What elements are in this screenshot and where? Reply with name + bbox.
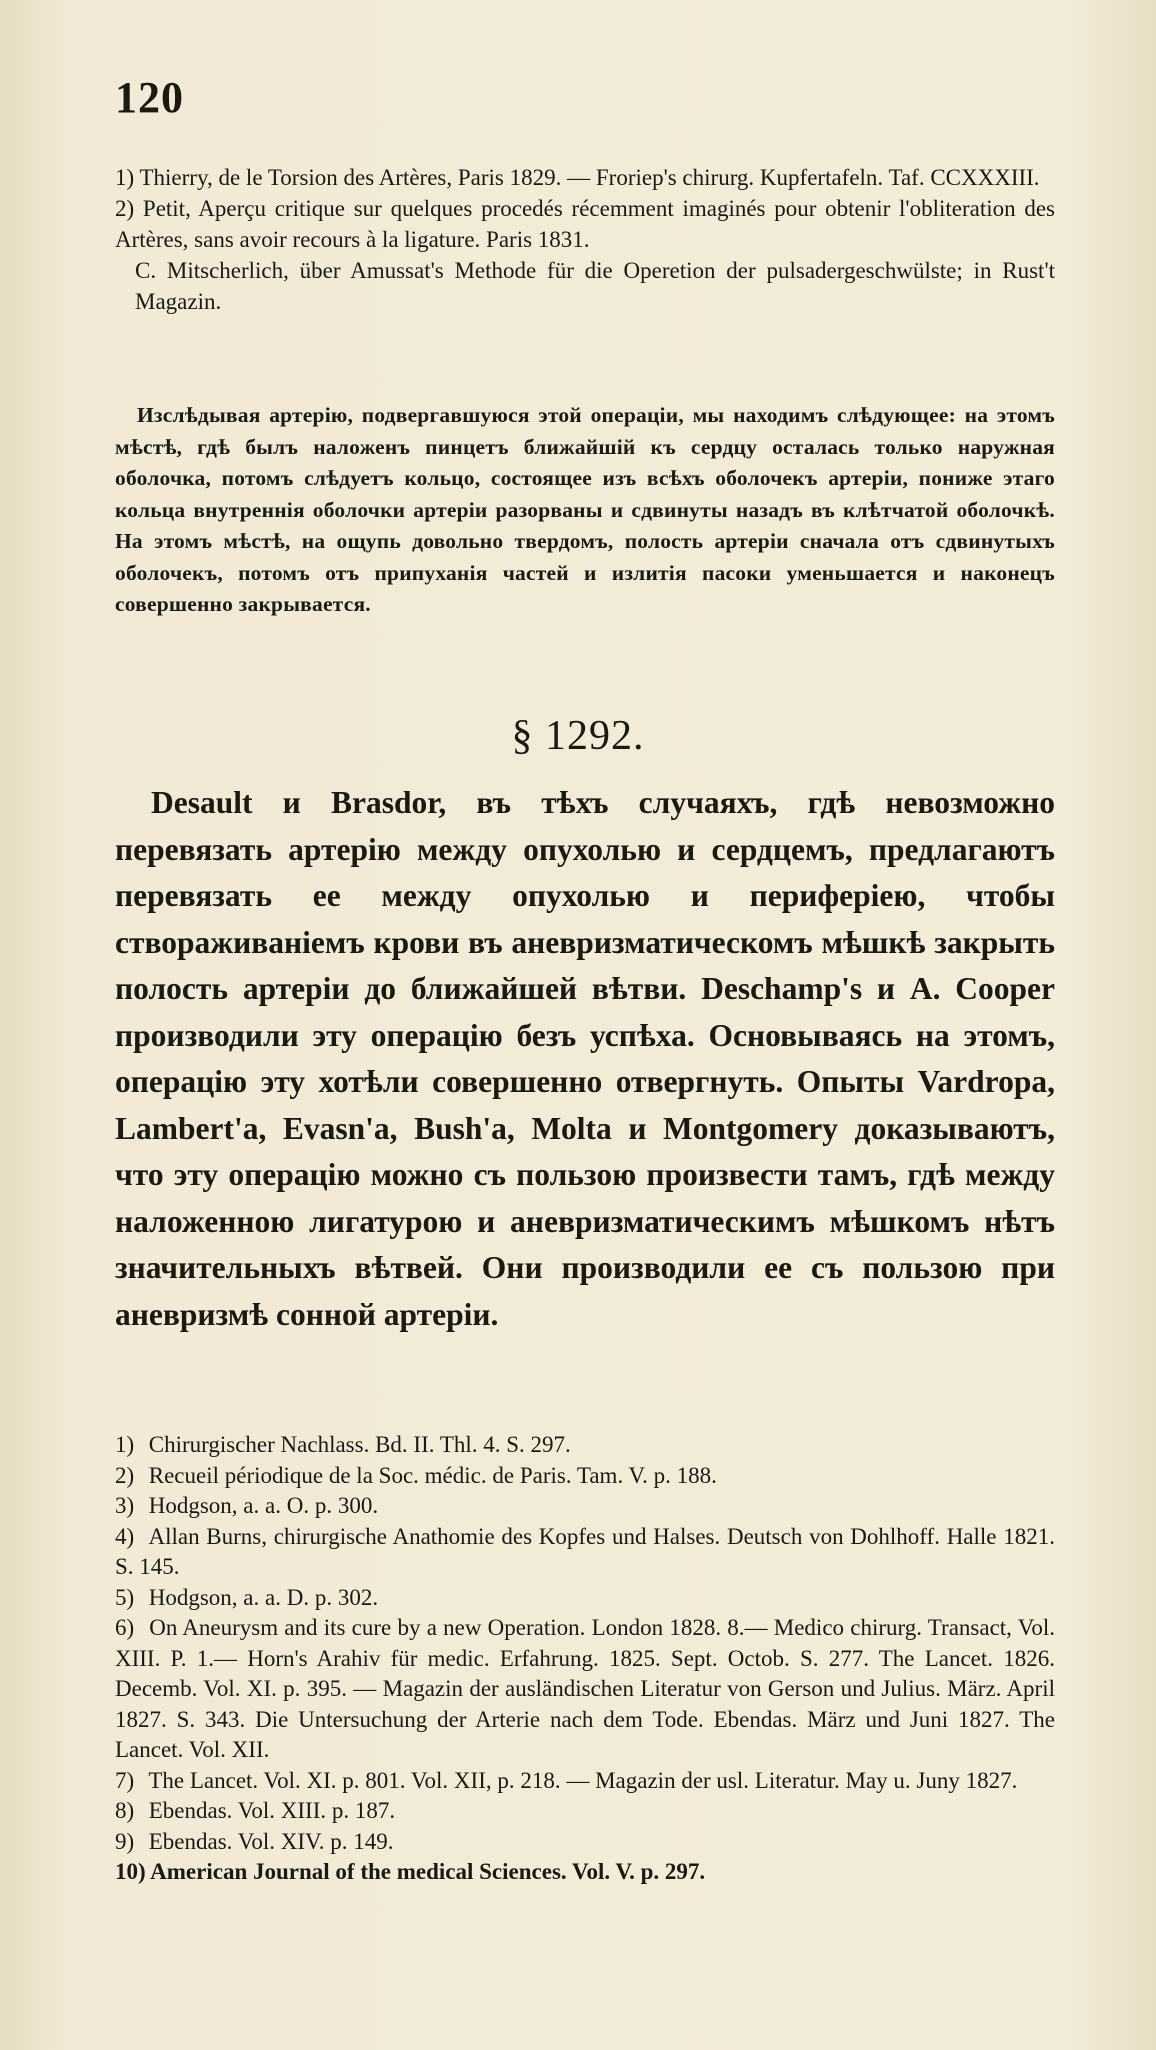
page-number: 120	[115, 73, 184, 122]
footnote-text: American Journal of the medical Sciences. Vol. V. p. 297.	[150, 1859, 706, 1884]
summary-block	[115, 400, 1055, 621]
footnote-text: Ebendas. Vol. XIV. p. 149.	[148, 1828, 394, 1854]
footnote-text: Allan Burns, chirurgische Anathomie des Kopfes und Halses. Deutsch von Dohlhoff. Halle 1821. S. 145.	[115, 1523, 1055, 1579]
bottom-footnote	[115, 1796, 1055, 1827]
footnote-1: 1) Thierry, de le Torsion des Artères, Paris 1829. — Froriep's chirurg. Kupfertafeln. Taf. CCXXXIII.	[115, 165, 1040, 190]
footnote-text: The Lancet. Vol. XI. p. 801. Vol. XII, p. 218. — Magazin der usl. Literatur. May u. Juny 1827.	[148, 1767, 1018, 1793]
summary-paragraph: Изслѣдывая артерію, подвергавшуюся этой операціи, мы находимъ слѣдующее: на этомъ мѣстѣ, гдѣ былъ наложенъ пинцетъ ближайшій къ сердцу осталась только наружная оболочка, потомъ слѣдуетъ кольцо, состоящее изъ всѣхъ оболочекъ артеріи, пониже этаго кольца внутреннія оболочки артеріи разорваны и сдвинуты назадъ въ клѣтчатой оболочкѣ. На этомъ мѣстѣ, на ощупь довольно твердомъ, полость артеріи сначала отъ сдвинутыхъ оболочекъ, потомъ отъ припуханія частей и излитія пасоки уменьшается и наконецъ совершенно закрывается.	[115, 403, 1055, 616]
footnote-text: Ebendas. Vol. XIII. p. 187.	[148, 1798, 396, 1823]
footnote-number: 8)	[115, 1798, 135, 1823]
bottom-footnote	[115, 1827, 1055, 1858]
footnote-number: 7)	[115, 1767, 135, 1793]
footnote-text: Hodgson, a. a. O. p. 300.	[148, 1493, 379, 1518]
bottom-footnotes	[115, 1430, 1055, 1888]
bottom-footnote	[115, 1583, 1055, 1614]
bottom-footnote	[115, 1613, 1055, 1766]
main-paragraph: Desault и Brasdor, въ тѣхъ случаяхъ, гдѣ невозможно перевязать артерію между опухолью и сердцемъ, предлагаютъ перевязать ее между опухолью и периферіею, чтобы створаживаніемъ крови въ аневризматическомъ мѣшкѣ закрыть полость артеріи до ближайшей вѣтви. Deschamp's и A. Cooper производили эту операцію безъ успѣха. Основываясь на этомъ, операцію эту хотѣли совершенно отвергнуть. Опыты Vardropa, Lambert'a, Evasn'a, Bush'a, Molta и Montgomery доказываютъ, что эту операцію можно съ пользою произвести тамъ, гдѣ между наложенною лигатурою и аневризматическимъ мѣшкомъ нѣтъ значительныхъ вѣтвей. Они производили ее съ пользою при аневризмѣ сонной артеріи.	[115, 785, 1055, 1332]
footnote-text: Recueil périodique de la Soc. médic. de Paris. Tam. V. p. 188.	[148, 1462, 717, 1488]
footnote-number: 5)	[115, 1584, 135, 1610]
footnote-number: 10)	[115, 1859, 146, 1884]
footnote-text: Hodgson, a. a. D. p. 302.	[148, 1584, 379, 1610]
footnote-number: 1)	[115, 1432, 135, 1457]
footnote-2: 2) Petit, Aperçu critique sur quelques procedés récemment imaginés pour obtenir l'obliteration des Artères, sans avoir recours à la ligature. Paris 1831.	[115, 196, 1055, 252]
footnote-number: 6)	[115, 1615, 135, 1640]
footnote-number: 3)	[115, 1493, 135, 1518]
bottom-footnote	[115, 1522, 1055, 1583]
bottom-footnote	[115, 1857, 1055, 1888]
footnote-text: Chirurgischer Nachlass. Bd. II. Thl. 4. S. 297.	[148, 1432, 571, 1457]
bottom-footnote	[115, 1461, 1055, 1492]
footnote-number: 4)	[115, 1523, 135, 1549]
top-footnotes	[115, 162, 1055, 317]
bottom-footnote	[115, 1491, 1055, 1522]
bottom-footnote	[115, 1430, 1055, 1461]
footnote-number: 9)	[115, 1828, 135, 1854]
footnote-text: On Aneurysm and its cure by a new Operation. London 1828. 8.— Medico chirurg. Transact, Vol. XIII. P. 1.— Horn's Arahiv für medic. Erfahrung. 1825. Sept. Octob. S. 277. The Lancet. 1826. Decemb. Vol. XI. p. 395. — Magazin der ausländischen Literatur von Gerson und Julius. März. April 1827. S. 343. Die Untersuchung der Arterie nach dem Tode. Ebendas. März und Juni 1827. The Lancet. Vol. XII.	[115, 1615, 1056, 1762]
section-heading: § 1292.	[511, 713, 645, 759]
main-text-block	[115, 780, 1055, 1338]
footnote-number: 2)	[115, 1462, 135, 1488]
footnote-2-continued: C. Mitscherlich, über Amussat's Methode für die Operetion der pulsadergeschwülste; in Rust't Magazin.	[135, 258, 1055, 314]
bottom-footnote	[115, 1766, 1055, 1797]
